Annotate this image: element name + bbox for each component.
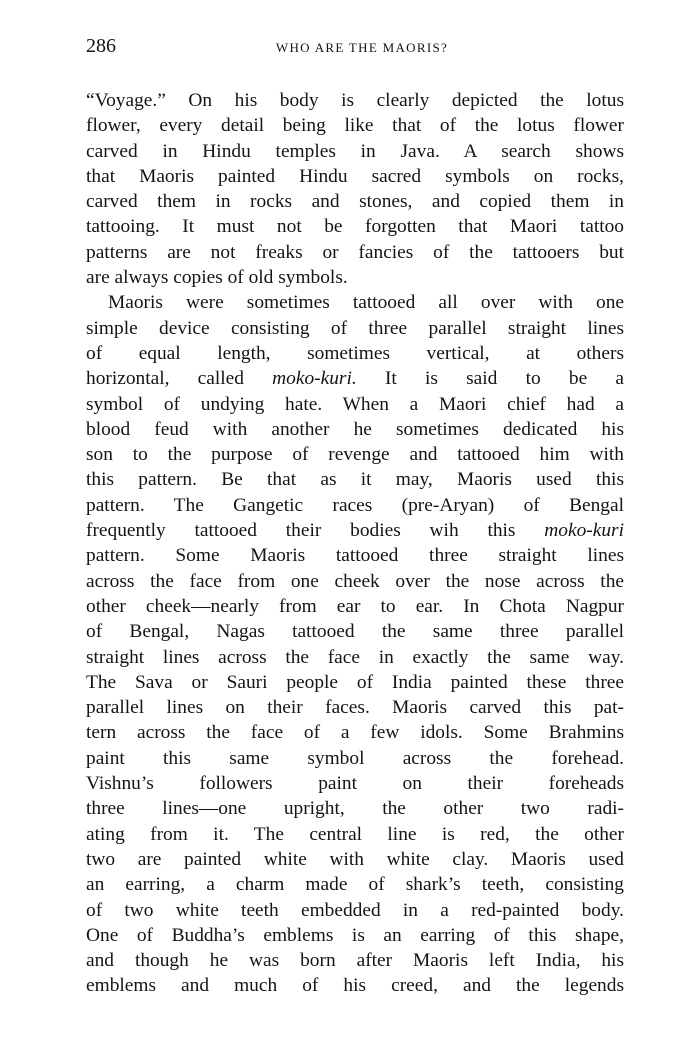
text-line: across the face from one cheek over the nose across the xyxy=(86,570,624,592)
text-line xyxy=(86,518,624,543)
italic-term: moko-kuri xyxy=(544,520,624,542)
text-line: that Maoris painted Hindu sacred symbols on rocks, xyxy=(86,165,624,187)
text-line: this pattern. Be that as it may, Maoris used this xyxy=(86,469,624,491)
body-text xyxy=(86,88,624,999)
text-line: Maoris were sometimes tattooed all over with one xyxy=(108,292,624,314)
running-title: WHO ARE THE MAORIS? xyxy=(275,40,449,55)
text-line: straight lines across the face in exactly the same way. xyxy=(86,646,624,668)
text-line: tattooing. It must not be forgotten that Maori tattoo xyxy=(86,216,624,238)
text-line: two are painted white with white clay. Maoris used xyxy=(86,848,624,870)
text-line: carved in Hindu temples in Java. A search shows xyxy=(86,140,624,162)
text-line: other cheek—nearly from ear to ear. In Chota Nagpur xyxy=(86,595,624,617)
text-line: patterns are not freaks or fancies of the tattooers but xyxy=(86,241,624,263)
text-line: an earring, a charm made of shark’s teeth, consisting xyxy=(86,874,624,896)
text-line xyxy=(86,366,624,391)
text-line: The Sava or Sauri people of India painted these three xyxy=(86,671,624,693)
text-line: three lines—one upright, the other two radi- xyxy=(86,798,624,820)
italic-term: moko-kuri. xyxy=(272,368,357,390)
text-line: tern across the face of a few idols. Some Brahmins xyxy=(86,722,624,744)
text-line: emblems and much of his creed, and the legends xyxy=(86,975,624,997)
text-line: pattern. The Gangetic races (pre-Aryan) of Bengal xyxy=(86,494,624,516)
text-line: are always copies of old symbols. xyxy=(86,267,348,289)
text-segment: frequently tattooed their bodies wih this xyxy=(86,520,545,542)
page-number: 286 xyxy=(86,35,116,57)
text-line: carved them in rocks and stones, and copied them in xyxy=(86,191,624,213)
text-line: flower, every detail being like that of the lotus flower xyxy=(86,115,624,137)
text-line: symbol of undying hate. When a Maori chief had a xyxy=(86,393,624,415)
text-line: blood feud with another he sometimes dedicated his xyxy=(86,418,624,440)
text-line: parallel lines on their faces. Maoris carved this pat- xyxy=(86,697,624,719)
text-line: and though he was born after Maoris left India, his xyxy=(86,950,624,972)
text-line: of Bengal, Nagas tattooed the same three parallel xyxy=(86,621,624,643)
text-segment: horizontal, called xyxy=(86,368,273,390)
text-line: One of Buddha’s emblems is an earring of this shape, xyxy=(86,924,624,946)
running-head xyxy=(86,36,626,60)
text-line: of equal length, sometimes vertical, at others xyxy=(86,342,624,364)
text-line: paint this same symbol across the forehead. xyxy=(86,747,624,769)
text-line: “Voyage.” On his body is clearly depicted the lotus xyxy=(86,90,624,111)
text-line: Vishnu’s followers paint on their foreheads xyxy=(86,773,624,795)
text-segment: It is said to be a xyxy=(384,368,624,390)
text-line: son to the purpose of revenge and tattooed him with xyxy=(86,444,624,466)
text-line: ating from it. The central line is red, the other xyxy=(86,823,624,845)
text-line: of two white teeth embedded in a red-painted body. xyxy=(86,899,624,921)
text-line: pattern. Some Maoris tattooed three straight lines xyxy=(86,545,624,567)
text-line: simple device consisting of three parallel straight lines xyxy=(86,317,624,339)
